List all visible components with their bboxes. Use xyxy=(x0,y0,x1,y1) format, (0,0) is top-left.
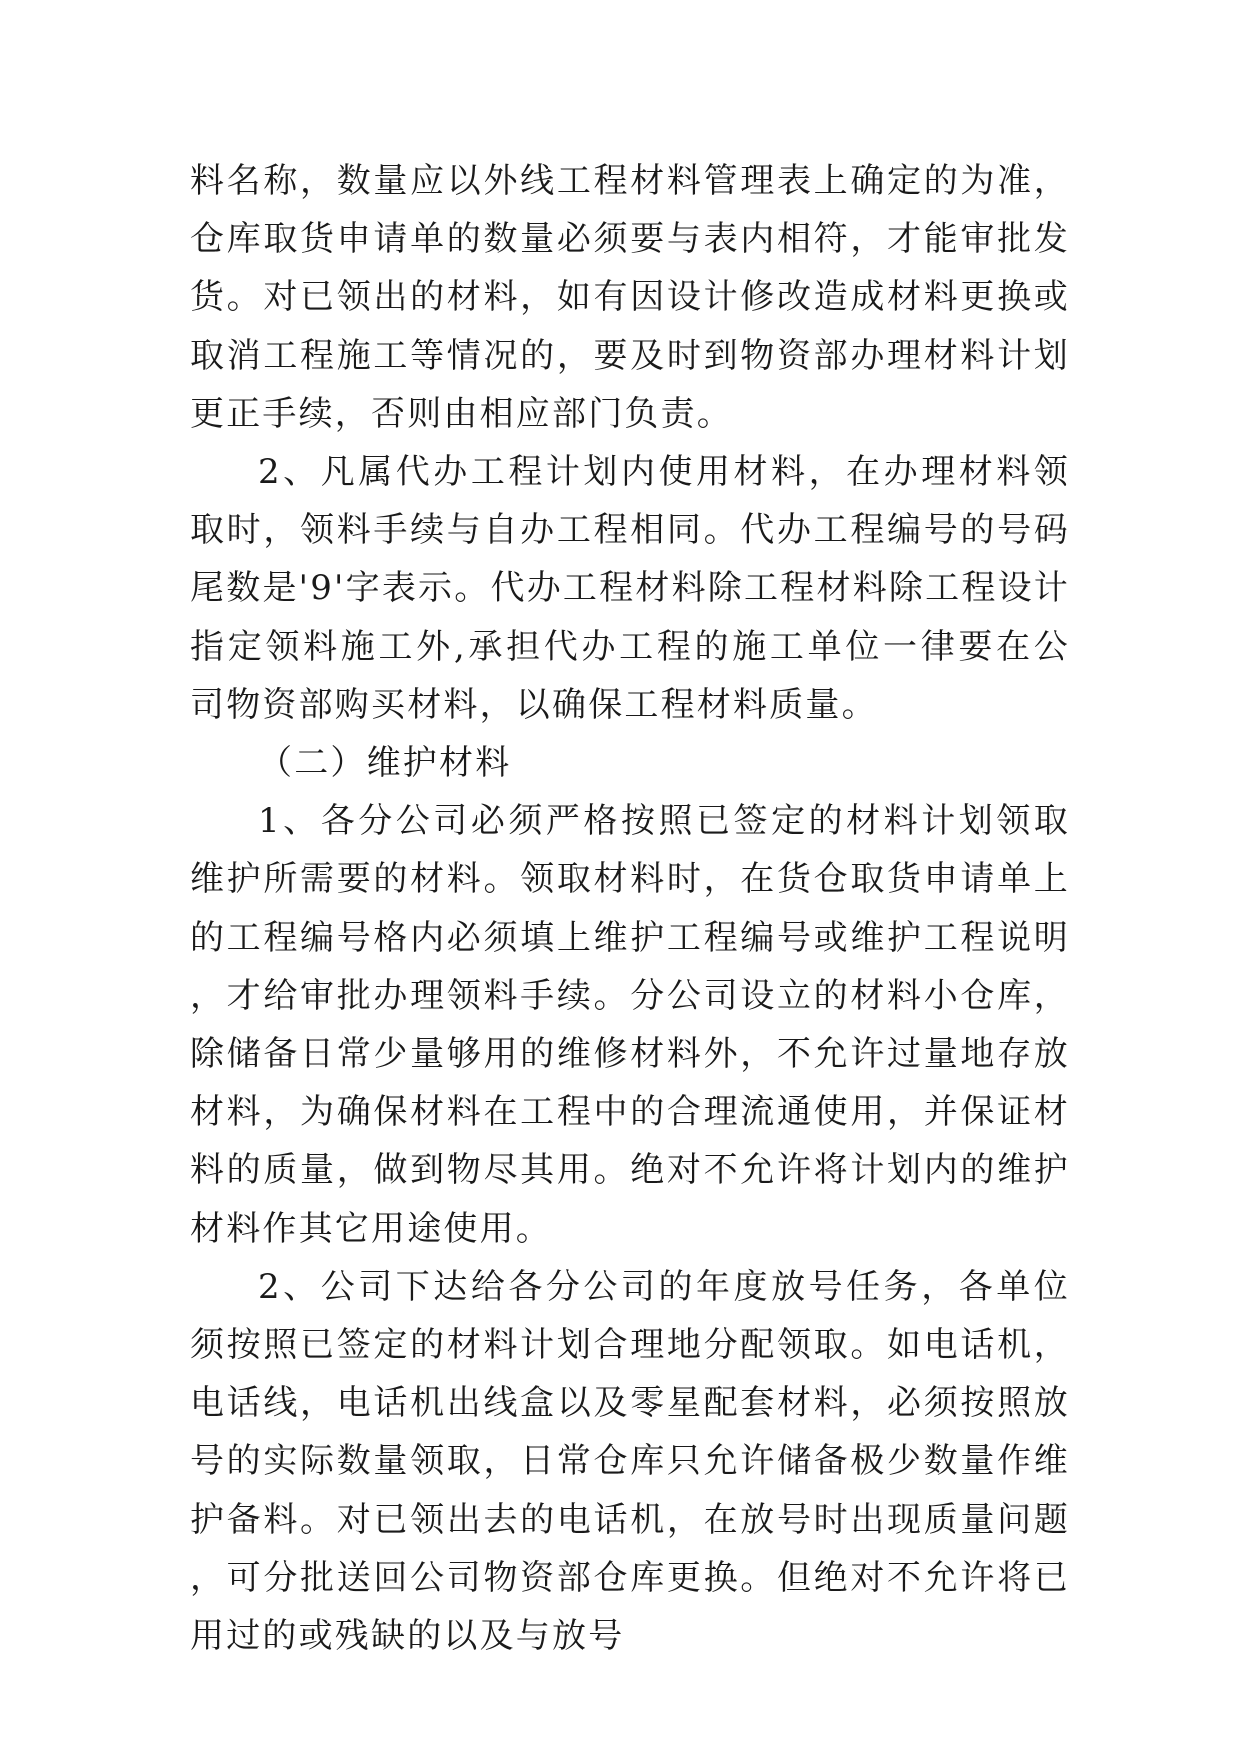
section-heading-maintenance-materials: （二）维护材料 xyxy=(258,743,512,784)
paragraph-item-2-maintenance: 2、公司下达给各分公司的年度放号任务，各单位须按照已签定的材料计划合理地分配领取。如电话机，电话线，电话机出线盒以及零星配套材料，必须按照放号的实际数量领取，日常仓库只允许储备极少数量作维护备料。对已领出去的电话机，在放号时出现质量问题，可分批送回公司物资部仓库更换。但绝对不允许将已用过的或残缺的以及与放号 xyxy=(190,1266,1070,1657)
document-body xyxy=(190,152,1070,1665)
paragraph-item-2: 2、凡属代办工程计划内使用材料，在办理材料领取时，领料手续与自办工程相同。代办工程编号的号码尾数是'9'字表示。代办工程材料除工程材料除工程设计指定领料施工外,承担代办工程的施工单位一律要在公司物资部购买材料，以确保工程材料质量。 xyxy=(190,452,1070,725)
paragraph-item-1: 1、各分公司必须严格按照已签定的材料计划领取维护所需要的材料。领取材料时，在货仓取货申请单上的工程编号格内必须填上维护工程编号或维护工程说明，才给审批办理领料手续。分公司设立的材料小仓库，除储备日常少量够用的维修材料外，不允许过量地存放材料，为确保材料在工程中的合理流通使用，并保证材料的质量，做到物尽其用。绝对不允许将计划内的维护材料作其它用途使用。 xyxy=(190,801,1070,1249)
paragraph-continuation: 料名称，数量应以外线工程材料管理表上确定的为准，仓库取货申请单的数量必须要与表内相符，才能审批发货。对已领出的材料，如有因设计修改造成材料更换或取消工程施工等情况的，要及时到物资部办理材料计划更正手续，否则由相应部门负责。 xyxy=(190,161,1070,434)
